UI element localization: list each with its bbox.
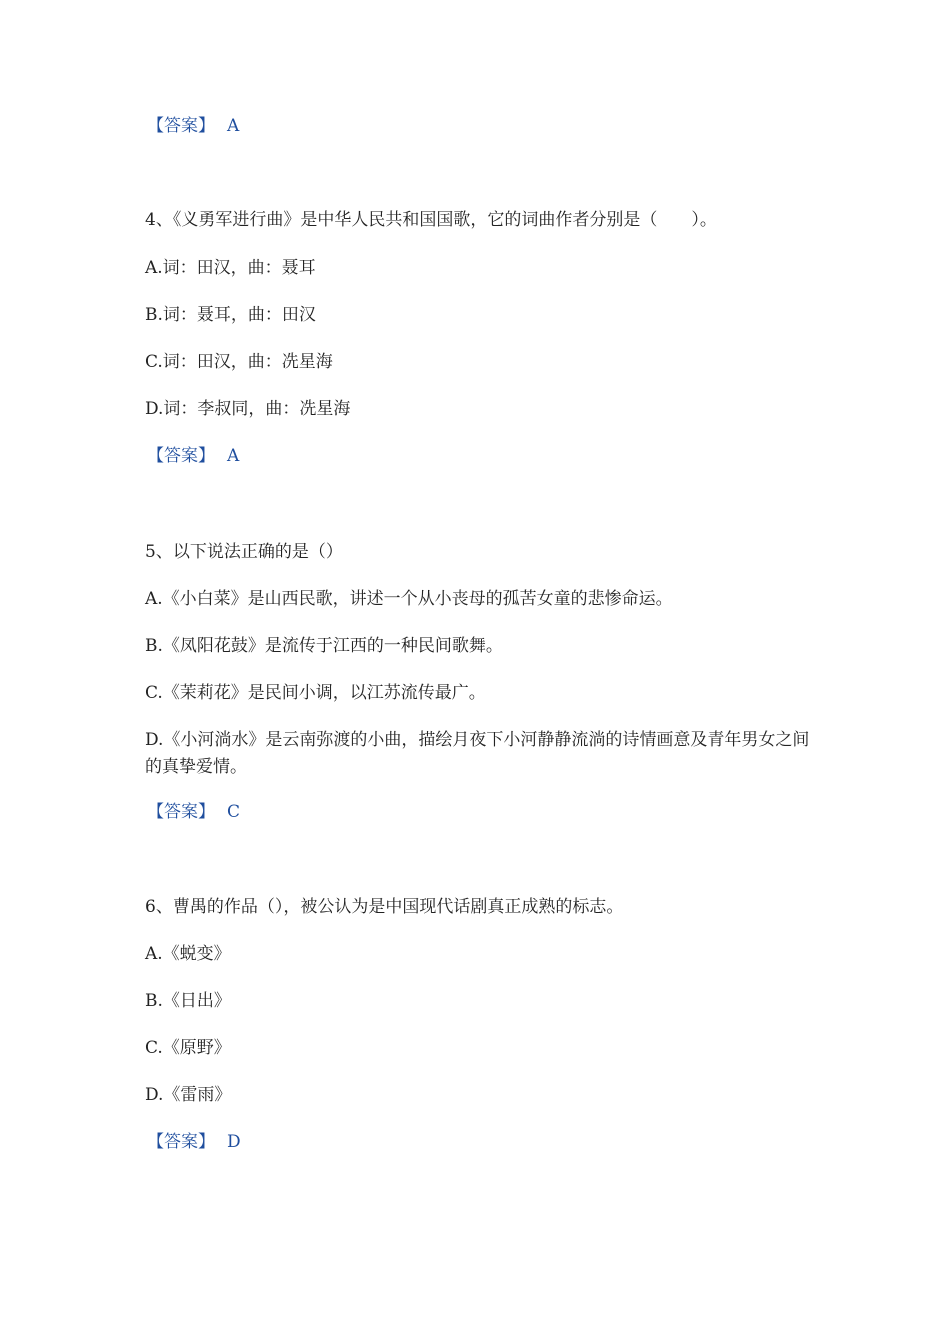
answer-value: A	[227, 116, 240, 136]
answer-label: 【答案】	[147, 802, 215, 822]
answer-line	[147, 800, 240, 824]
answer-line	[147, 444, 239, 468]
answer-line	[147, 1130, 241, 1154]
question-4-option-d: D.词：李叔同，曲：冼星海	[145, 399, 351, 419]
question-4-option-c: C.词：田汉，曲：冼星海	[145, 352, 333, 372]
question-6: 6、曹禺的作品（），被公认为是中国现代话剧真正成熟的标志。	[145, 897, 624, 917]
question-6-option-c: C.《原野》	[145, 1038, 231, 1058]
answer-value: A	[227, 446, 240, 466]
question-5-option-a: A.《小白菜》是山西民歌，讲述一个从小丧母的孤苦女童的悲惨命运。	[145, 589, 673, 609]
answer-label: 【答案】	[147, 116, 215, 136]
question-5-option-d: D.《小河淌水》是云南弥渡的小曲，描绘月夜下小河静静流淌的诗情画意及青年男女之间的真挚爱情。	[145, 730, 810, 777]
question-6-option-b: B.《日出》	[145, 991, 231, 1011]
answer-value: D	[227, 1132, 241, 1152]
question-5: 5、以下说法正确的是（）	[145, 542, 343, 562]
question-5-option-b: B.《凤阳花鼓》是流传于江西的一种民间歌舞。	[145, 636, 503, 656]
question-6-option-d: D.《雷雨》	[145, 1085, 232, 1105]
question-4-option-b: B.词：聂耳，曲：田汉	[145, 305, 316, 325]
answer-label: 【答案】	[147, 446, 215, 466]
question-4-option-a: A.词：田汉，曲：聂耳	[145, 258, 316, 278]
answer-value: C	[227, 802, 241, 822]
question-4: 4、《义勇军进行曲》是中华人民共和国国歌，它的词曲作者分别是（ ）。	[145, 210, 717, 230]
question-5-option-c: C.《茉莉花》是民间小调，以江苏流传最广。	[145, 683, 486, 703]
question-6-option-a: A.《蜕变》	[145, 944, 231, 964]
answer-line	[147, 114, 239, 138]
answer-label: 【答案】	[147, 1132, 215, 1152]
